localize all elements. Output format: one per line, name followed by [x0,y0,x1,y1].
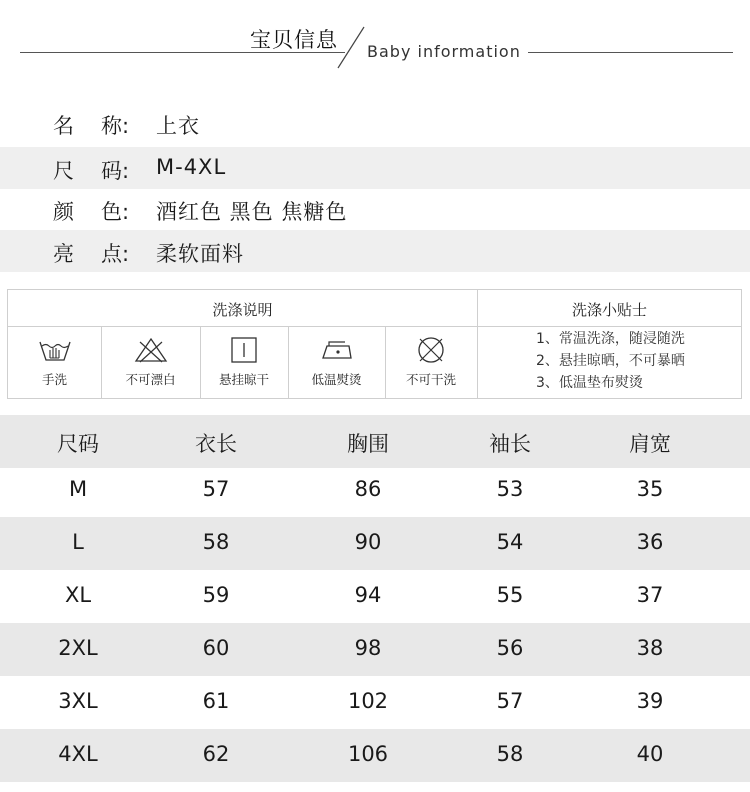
table-row [0,464,750,517]
cell-chest: 102 [347,689,389,713]
cell-size: M [68,477,88,501]
wash-tip: 3、低温垫布熨烫 [536,375,643,391]
cell-length: 57 [202,477,230,501]
cell-sleeve: 57 [496,689,524,713]
info-row-size [0,147,750,189]
info-row-name [0,102,750,144]
cell-chest: 90 [354,530,382,554]
cell-sleeve: 53 [496,477,524,501]
cell-sleeve: 55 [496,583,524,607]
cell-size: 4XL [58,742,98,766]
size-table-header [0,415,750,468]
care-label: 不可漂白 [125,372,176,387]
cell-length: 58 [202,530,230,554]
info-value: 酒红色 黑色 焦糖色 [156,200,348,224]
wash-tip: 1、常温洗涤，随浸随洗 [536,331,685,347]
cell-shoulder: 37 [636,583,664,607]
cell-size: XL [64,583,92,607]
cell-size: L [72,530,84,554]
info-key: 名 [53,114,74,138]
column-header-shoulder: 肩宽 [629,432,671,456]
wash-instructions-title: 洗涤说明 [212,301,273,319]
cell-length: 62 [202,742,230,766]
wash-tips-list [536,328,685,394]
cell-shoulder: 38 [636,636,664,660]
info-key: 亮 [53,242,74,266]
header-rule-right [528,52,733,53]
cell-shoulder: 36 [636,530,664,554]
column-header-length: 衣长 [195,432,237,456]
cell-size: 3XL [58,689,98,713]
cell-length: 60 [202,636,230,660]
table-row [0,623,750,676]
table-row [0,570,750,623]
info-key: 称: [101,114,130,138]
care-item-hang-dry [200,326,288,399]
care-item-no-dry-clean [385,326,477,399]
header-slash [336,26,366,70]
table-row [0,676,750,729]
cell-sleeve: 56 [496,636,524,660]
cell-sleeve: 54 [496,530,524,554]
care-label: 手洗 [41,372,67,387]
info-key: 码: [101,159,130,183]
hand-wash-icon [38,336,72,364]
no-bleach-icon [134,336,168,364]
info-key: 点: [101,242,130,266]
cell-length: 59 [202,583,230,607]
info-key: 颜 [53,200,74,224]
cell-chest: 94 [354,583,382,607]
care-label: 不可干洗 [405,372,456,387]
cell-chest: 106 [347,742,389,766]
care-instructions-box [7,289,742,399]
cell-chest: 98 [354,636,382,660]
care-label: 悬挂晾干 [218,372,269,387]
wash-tip: 2、悬挂晾晒，不可暴晒 [536,353,685,369]
table-row [0,517,750,570]
care-item-low-iron [288,326,385,399]
section-title: 宝贝信息 [250,28,338,52]
no-dry-clean-icon [414,336,448,364]
wash-tips-title: 洗涤小贴士 [571,301,647,319]
column-header-chest: 胸围 [347,432,389,456]
info-value: 上衣 [156,114,200,138]
cell-chest: 86 [354,477,382,501]
info-row-highlight [0,230,750,272]
low-iron-icon [319,336,355,364]
info-value: M-4XL [156,155,227,179]
table-row [0,729,750,782]
care-label: 低温熨烫 [311,372,362,387]
info-key: 尺 [53,159,74,183]
section-subtitle: Baby information [367,42,521,61]
column-header-size: 尺码 [57,432,99,456]
care-item-hand-wash [8,326,101,399]
care-item-no-bleach [101,326,200,399]
cell-sleeve: 58 [496,742,524,766]
cell-size: 2XL [58,636,98,660]
info-key: 色: [101,200,130,224]
cell-length: 61 [202,689,230,713]
info-row-color [0,188,750,230]
cell-shoulder: 35 [636,477,664,501]
info-value: 柔软面料 [156,242,244,266]
cell-shoulder: 40 [636,742,664,766]
column-header-sleeve: 袖长 [489,432,531,456]
hang-dry-icon [227,336,261,364]
cell-shoulder: 39 [636,689,664,713]
